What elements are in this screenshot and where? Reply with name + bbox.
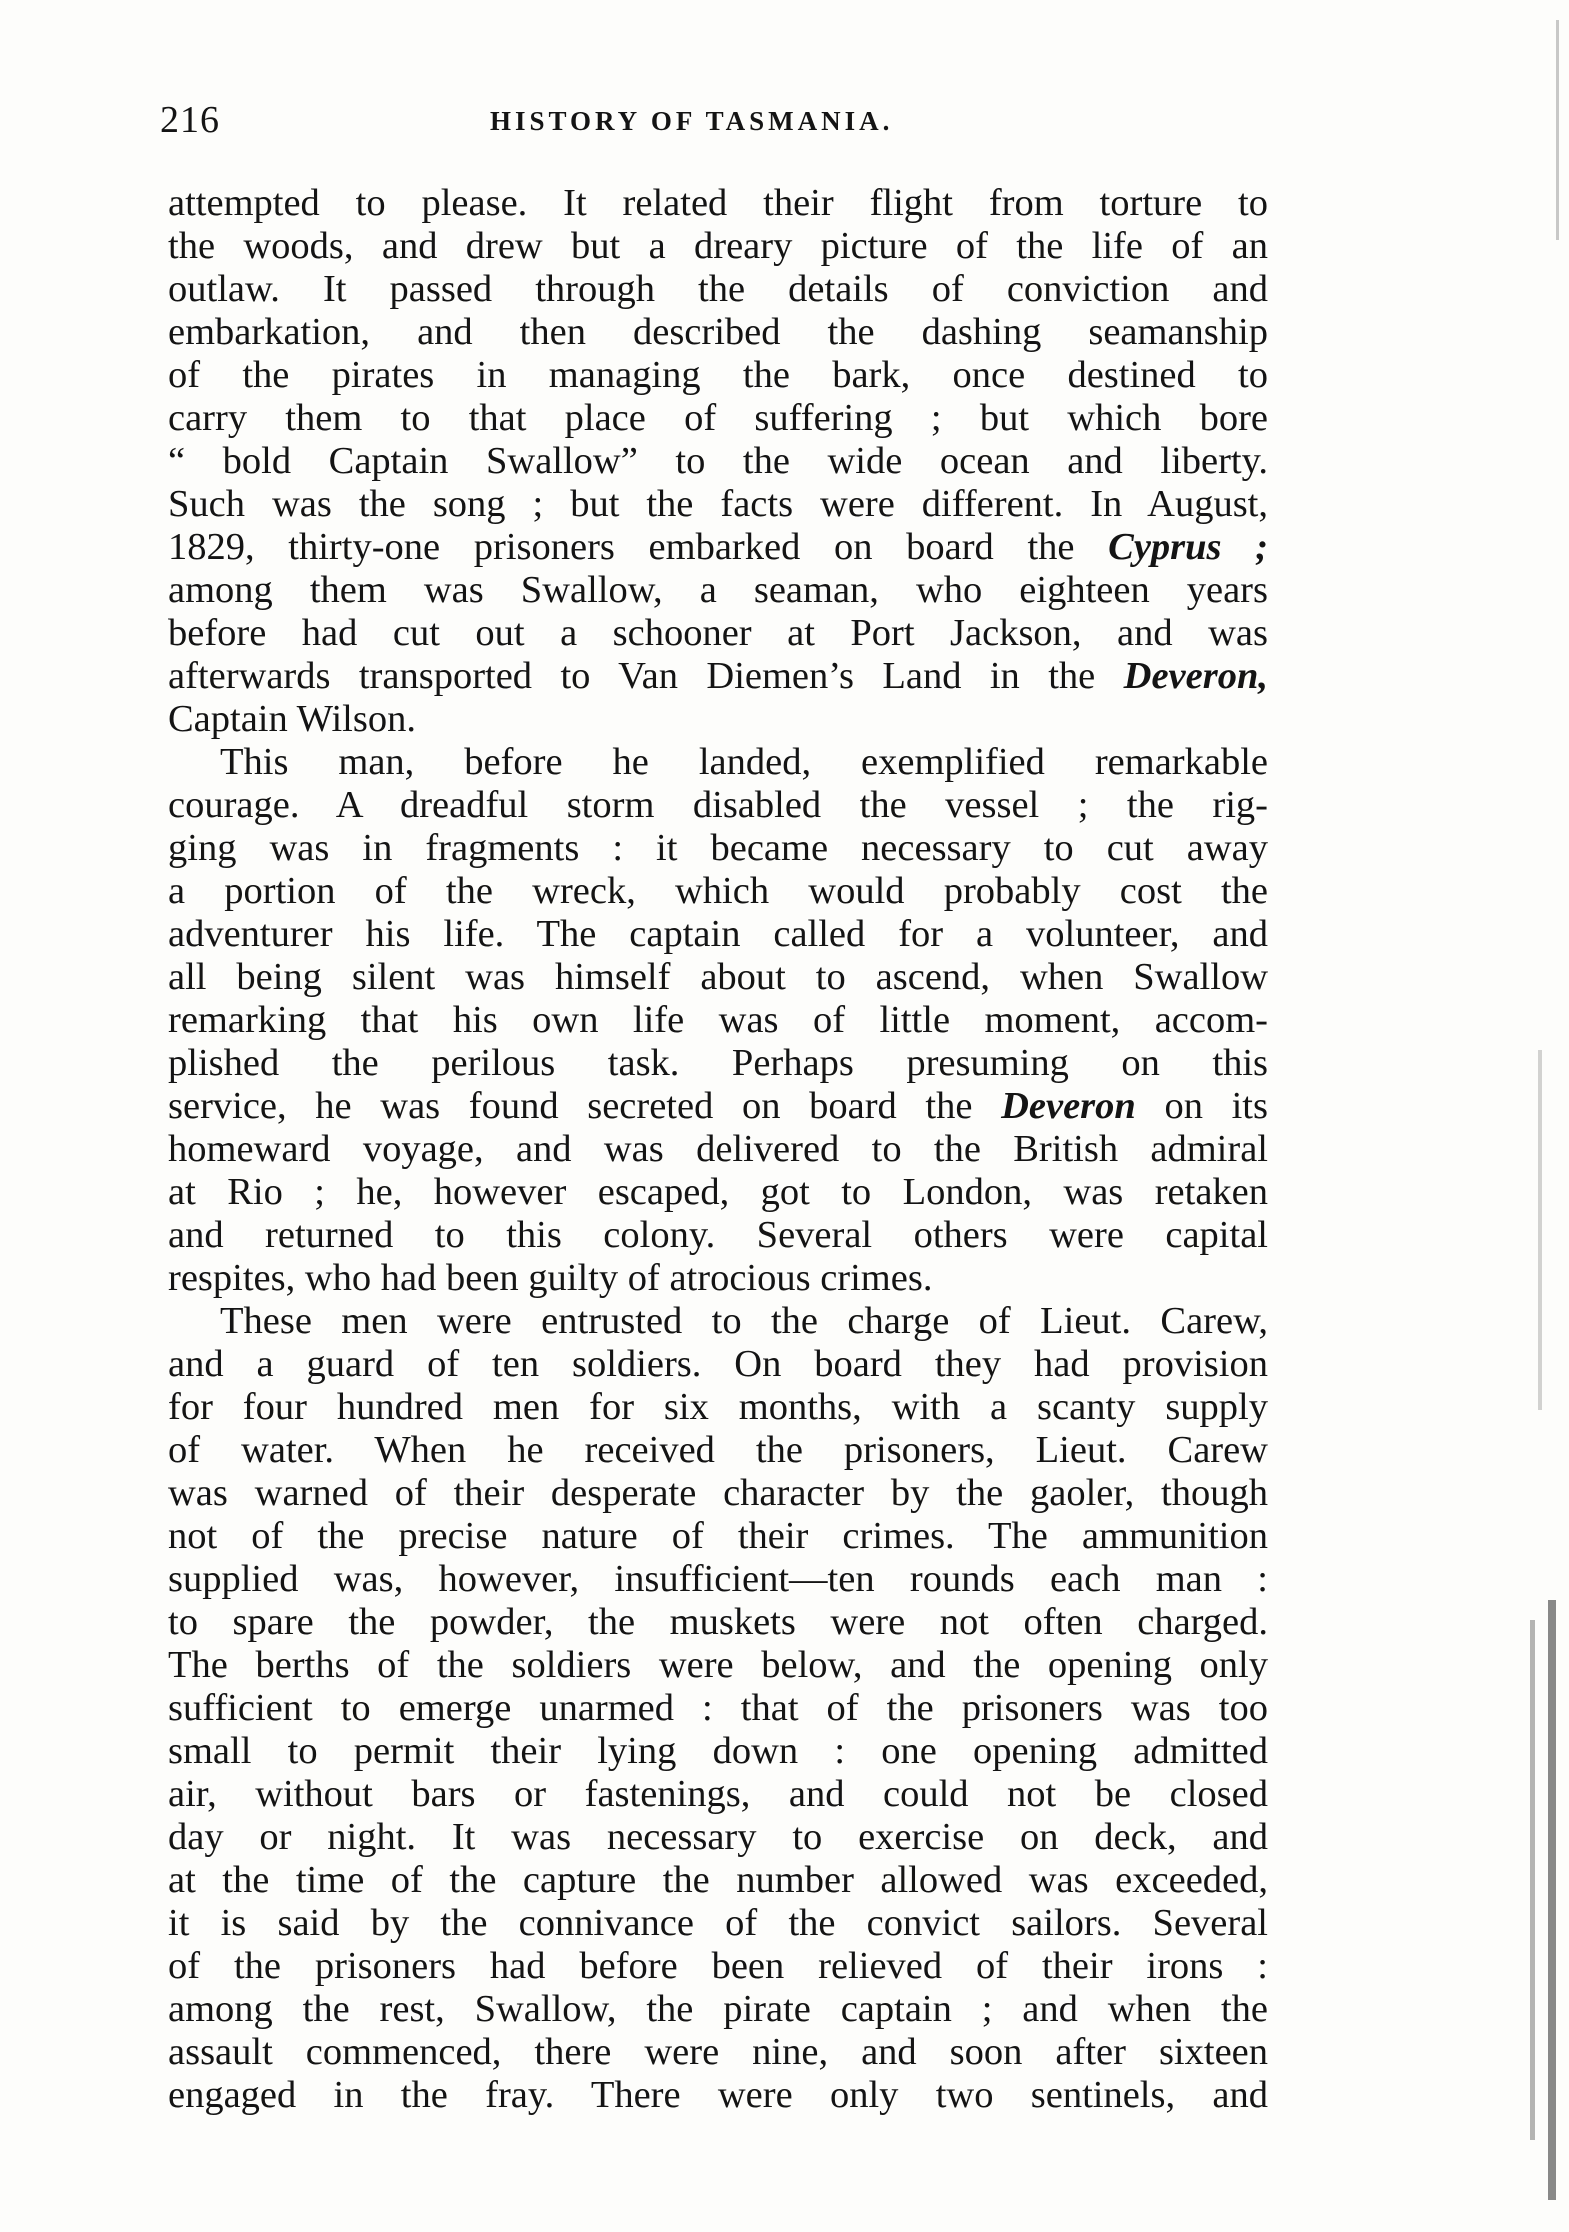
text-line: among the rest, Swallow, the pirate captain ; and when the — [168, 1988, 1268, 2030]
ship-name-italic: Deveron, — [1123, 655, 1268, 697]
text-line: outlaw. It passed through the details of conviction and — [168, 268, 1268, 310]
text-line: These men were entrusted to the charge of Lieut. Carew, — [220, 1300, 1268, 1342]
page-number: 216 — [160, 99, 220, 141]
ship-name-italic: Cyprus ; — [1108, 526, 1269, 568]
text-line — [168, 655, 1268, 698]
running-title: HISTORY OF TASMANIA. — [490, 106, 894, 136]
text-line — [168, 1085, 1268, 1128]
text-line: small to permit their lying down : one opening admitted — [168, 1730, 1268, 1772]
text-line: all being silent was himself about to ascend, when Swallow — [168, 956, 1268, 998]
text-line: courage. A dreadful storm disabled the vessel ; the rig- — [168, 784, 1268, 826]
text-span: afterwards transported to Van Diemen’s Land in the — [168, 655, 1124, 697]
text-line — [168, 526, 1268, 569]
page-header — [160, 98, 1280, 150]
text-line: of the prisoners had before been relieved of their irons : — [168, 1945, 1268, 1987]
text-line: adventurer his life. The captain called for a volunteer, and — [168, 913, 1268, 955]
text-line: respites, who had been guilty of atrocious crimes. — [168, 1257, 933, 1299]
text-line: of water. When he received the prisoners, Lieut. Carew — [168, 1429, 1268, 1471]
text-line: Such was the song ; but the facts were different. In August, — [168, 483, 1268, 525]
text-line: day or night. It was necessary to exercise on deck, and — [168, 1816, 1268, 1858]
scan-edge-mark — [1556, 20, 1559, 240]
text-line: and returned to this colony. Several others were capital — [168, 1214, 1268, 1256]
text-line: attempted to please. It related their flight from torture to — [168, 182, 1268, 224]
text-line: for four hundred men for six months, with a scanty supply — [168, 1386, 1268, 1428]
text-line: sufficient to emerge unarmed : that of the prisoners was too — [168, 1687, 1268, 1729]
text-line: to spare the powder, the muskets were not often charged. — [168, 1601, 1268, 1643]
scan-edge-mark — [1548, 1600, 1556, 2200]
text-line: remarking that his own life was of little moment, accom- — [168, 999, 1268, 1041]
text-line: of the pirates in managing the bark, once destined to — [168, 354, 1268, 396]
text-line: and a guard of ten soldiers. On board they had provision — [168, 1343, 1268, 1385]
text-line: engaged in the fray. There were only two sentinels, and — [168, 2074, 1268, 2116]
ship-name-italic: Deveron — [1001, 1085, 1136, 1127]
text-line: This man, before he landed, exemplified remarkable — [220, 741, 1268, 783]
text-span: on its — [1135, 1085, 1268, 1127]
text-line: it is said by the connivance of the convict sailors. Several — [168, 1902, 1268, 1944]
scan-edge-mark — [1530, 1620, 1535, 2140]
text-span: service, he was found secreted on board the — [168, 1085, 1002, 1127]
text-line: before had cut out a schooner at Port Jackson, and was — [168, 612, 1268, 654]
text-line: not of the precise nature of their crimes. The ammunition — [168, 1515, 1268, 1557]
text-span: 1829, thirty-one prisoners embarked on board the — [168, 526, 1109, 568]
text-line: assault commenced, there were nine, and soon after sixteen — [168, 2031, 1268, 2073]
text-line: The berths of the soldiers were below, and the opening only — [168, 1644, 1268, 1686]
text-line: at the time of the capture the number allowed was exceeded, — [168, 1859, 1268, 1901]
text-line: ging was in fragments : it became necessary to cut away — [168, 827, 1268, 869]
text-line: carry them to that place of suffering ; but which bore — [168, 397, 1268, 439]
body-text — [168, 182, 1268, 2117]
text-line: was warned of their desperate character by the gaoler, though — [168, 1472, 1268, 1514]
text-line: a portion of the wreck, which would probably cost the — [168, 870, 1268, 912]
text-line: supplied was, however, insufficient—ten rounds each man : — [168, 1558, 1268, 1600]
text-line: “ bold Captain Swallow” to the wide ocean and liberty. — [168, 440, 1268, 482]
text-line: plished the perilous task. Perhaps presuming on this — [168, 1042, 1268, 1084]
text-line: Captain Wilson. — [168, 698, 416, 740]
text-line: among them was Swallow, a seaman, who eighteen years — [168, 569, 1268, 611]
text-line: the woods, and drew but a dreary picture of the life of an — [168, 225, 1268, 267]
text-line: embarkation, and then described the dashing seamanship — [168, 311, 1268, 353]
scan-edge-mark — [1538, 1050, 1542, 1410]
text-line: air, without bars or fastenings, and could not be closed — [168, 1773, 1268, 1815]
text-line: homeward voyage, and was delivered to the British admiral — [168, 1128, 1268, 1170]
text-line: at Rio ; he, however escaped, got to London, was retaken — [168, 1171, 1268, 1213]
